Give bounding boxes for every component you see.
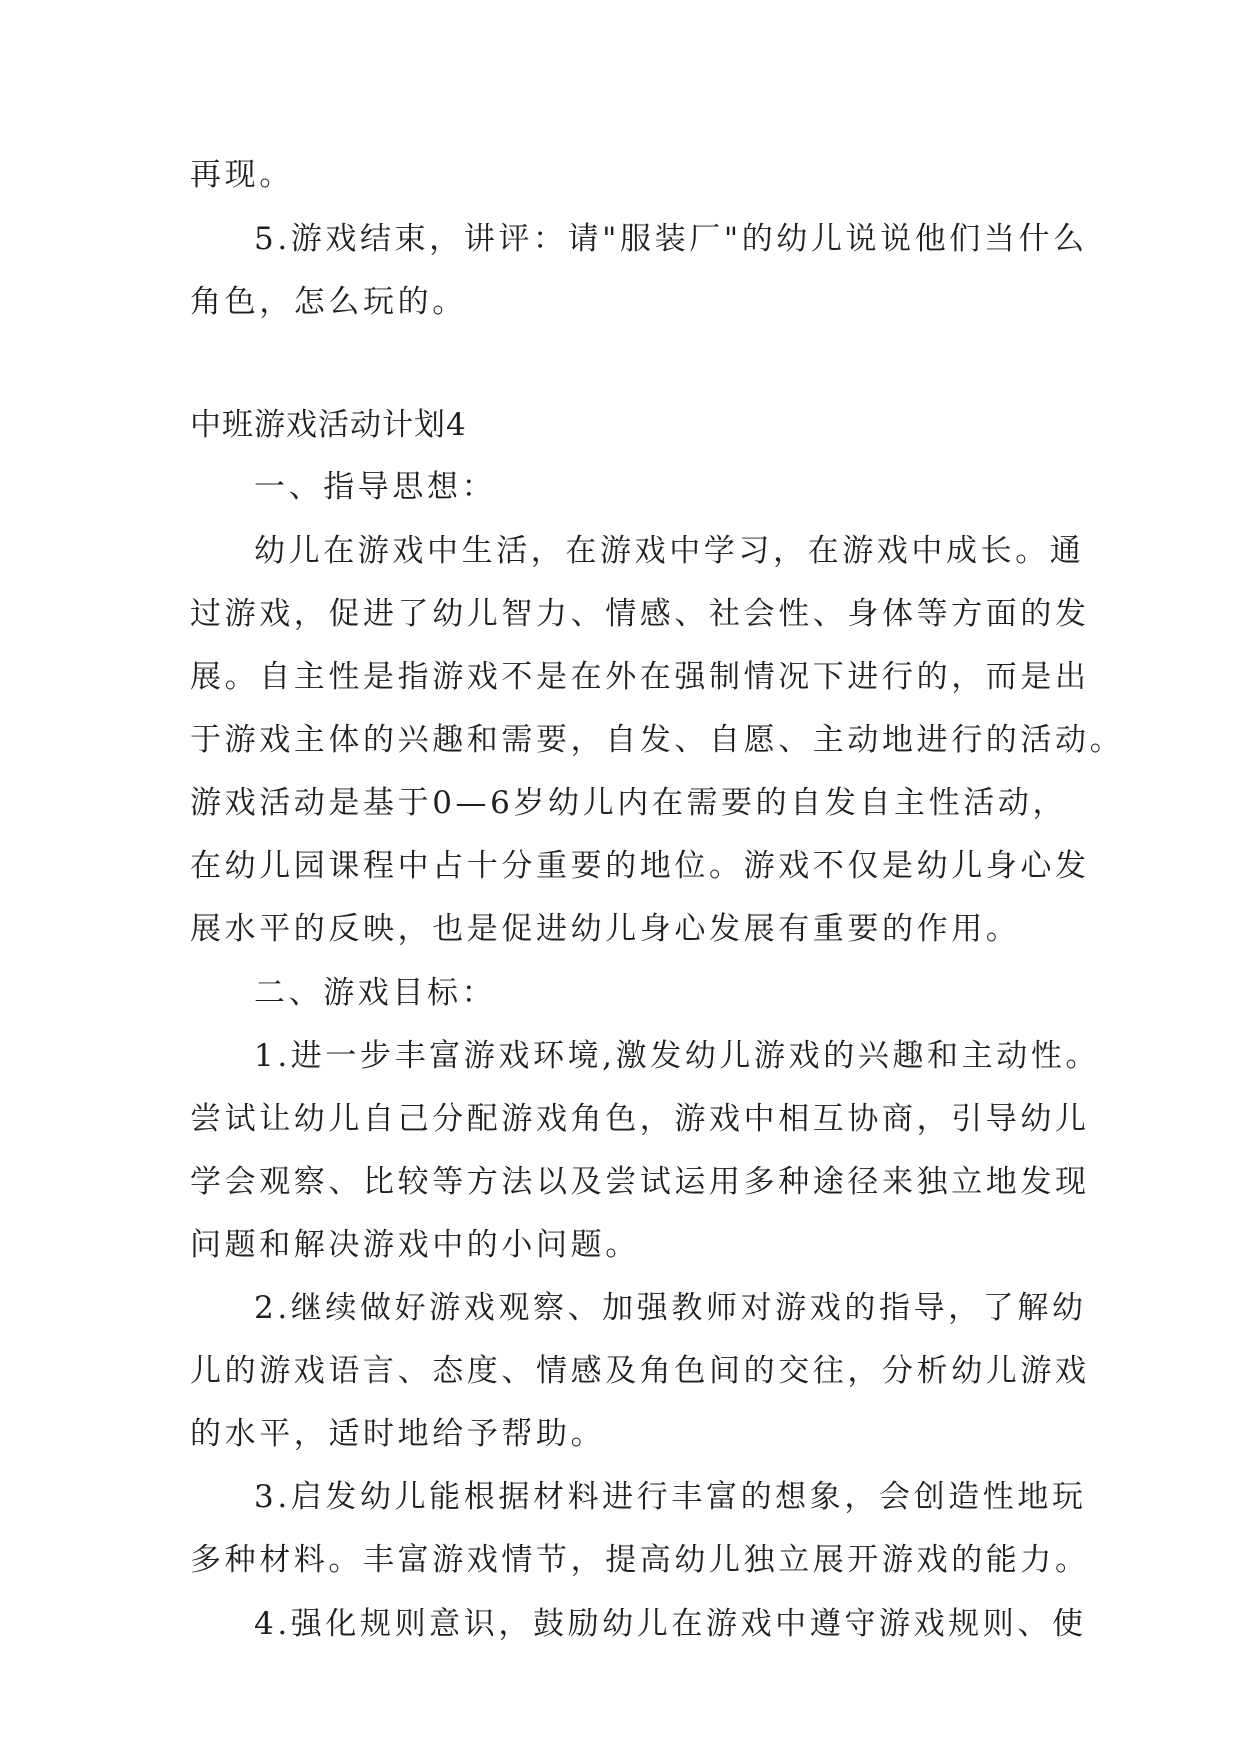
text-line: 角色，怎么玩的。	[190, 284, 467, 320]
text-line: 5.游戏结束，讲评：请"服装厂"的幼儿说说他们当什么	[254, 221, 1088, 257]
text-line: 儿的游戏语言、态度、情感及角色间的交往，分析幼儿游戏	[190, 1353, 1090, 1389]
section-heading: 一、指导思想：	[254, 469, 497, 505]
text-line: 在幼儿园课程中占十分重要的地位。游戏不仅是幼儿身心发	[190, 848, 1090, 884]
text-line: 展水平的反映，也是促进幼儿身心发展有重要的作用。	[190, 911, 1021, 947]
text-line: 3.启发幼儿能根据材料进行丰富的想象，会创造性地玩	[254, 1479, 1087, 1515]
text-line: 于游戏主体的兴趣和需要，自发、自愿、主动地进行的活动。	[190, 722, 1125, 758]
section-heading: 二、游戏目标：	[254, 975, 497, 1011]
text-line: 幼儿在游戏中生活，在游戏中学习，在游戏中成长。通	[254, 533, 1085, 569]
text-line: 展。自主性是指游戏不是在外在强制情况下进行的，而是出	[190, 659, 1090, 695]
text-line: 学会观察、比较等方法以及尝试运用多种途径来独立地发现	[190, 1164, 1090, 1200]
text-line: 过游戏，促进了幼儿智力、情感、社会性、身体等方面的发	[190, 596, 1090, 632]
text-line: 再现。	[190, 157, 294, 193]
text-line: 1.进一步丰富游戏环境,激发幼儿游戏的兴趣和主动性。	[254, 1038, 1101, 1074]
text-line: 尝试让幼儿自己分配游戏角色，游戏中相互协商，引导幼儿	[190, 1101, 1090, 1137]
text-line: 的水平，适时地给予帮助。	[190, 1416, 606, 1452]
text-line: 问题和解决游戏中的小问题。	[190, 1227, 640, 1263]
section-title: 中班游戏活动计划4	[190, 407, 467, 443]
text-line: 4.强化规则意识，鼓励幼儿在游戏中遵守游戏规则、使	[254, 1606, 1087, 1642]
text-line: 游戏活动是基于0—6岁幼儿内在需要的自发自主性活动，	[190, 785, 1068, 821]
text-line: 多种材料。丰富游戏情节，提高幼儿独立展开游戏的能力。	[190, 1542, 1090, 1578]
text-line: 2.继续做好游戏观察、加强教师对游戏的指导，了解幼	[254, 1290, 1087, 1326]
